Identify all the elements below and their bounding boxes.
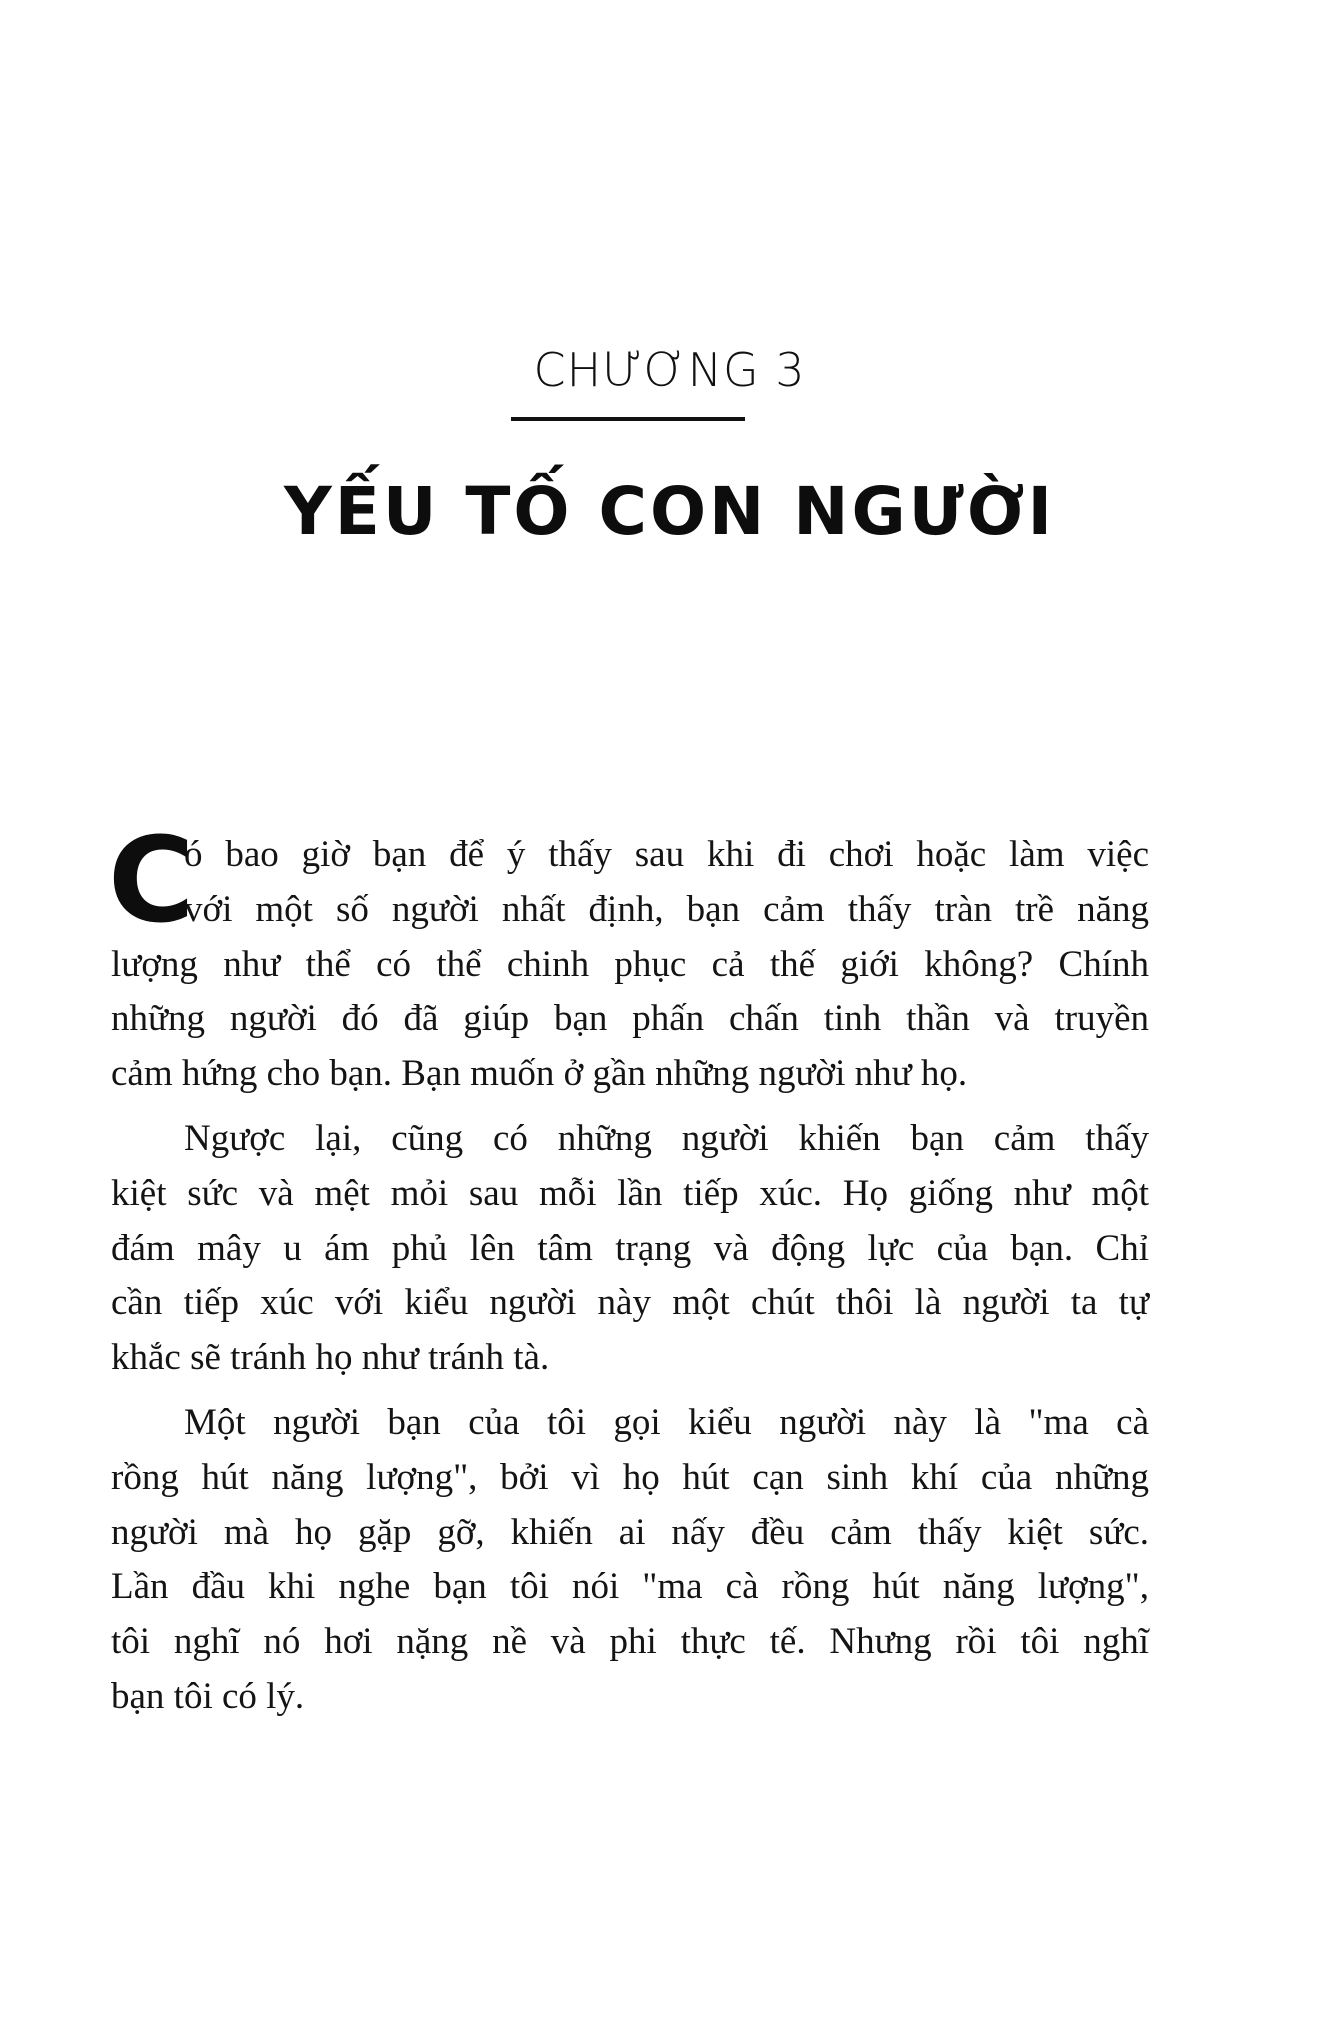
paragraph-1 — [108, 811, 1149, 1102]
text-line: lượng như thể có thể chinh phục cả thế giới không? Chính — [111, 943, 1149, 985]
text-line: ó bao giờ bạn để ý thấy sau khi đi chơi hoặc làm việc — [184, 834, 1149, 875]
chapter-number: CHƯƠNG 3 — [533, 343, 806, 397]
text-line: những người đó đã giúp bạn phấn chấn tinh thần và truyền — [111, 998, 1149, 1040]
paragraph-2 — [111, 1112, 1149, 1386]
chapter-divider — [511, 417, 745, 421]
text-line: Ngược lại, cũng có những người khiến bạn cảm thấy — [184, 1117, 1149, 1159]
text-line: cần tiếp xúc với kiểu người này một chút thôi là người ta tự — [111, 1282, 1149, 1324]
text-line: Lần đầu khi nghe bạn tôi nói "ma cà rồng hút năng lượng", — [111, 1566, 1149, 1608]
drop-cap: C — [108, 811, 195, 949]
paragraph-3 — [111, 1396, 1149, 1725]
text-line: người mà họ gặp gỡ, khiến ai nấy đều cảm thấy kiệt sức. — [111, 1511, 1149, 1553]
chapter-body — [108, 811, 1149, 1735]
text-line: cảm hứng cho bạn. Bạn muốn ở gần những người như họ. — [111, 1053, 968, 1095]
text-line: bạn tôi có lý. — [111, 1675, 305, 1717]
text-line: đám mây u ám phủ lên tâm trạng và động lực của bạn. Chỉ — [111, 1227, 1149, 1269]
text-line: tôi nghĩ nó hơi nặng nề và phi thực tế. Nhưng rồi tôi nghĩ — [111, 1621, 1149, 1663]
text-line: Một người bạn của tôi gọi kiểu người này là "ma cà — [184, 1401, 1149, 1443]
text-line: kiệt sức và mệt mỏi sau mỗi lần tiếp xúc. Họ giống như một — [111, 1172, 1149, 1214]
text-line: khắc sẽ tránh họ như tránh tà. — [111, 1337, 550, 1379]
text-line: với một số người nhất định, bạn cảm thấy tràn trề năng — [184, 888, 1149, 930]
text-line: rồng hút năng lượng", bởi vì họ hút cạn sinh khí của những — [111, 1456, 1149, 1498]
chapter-title: YẾU TỐ CON NGƯỜI — [283, 473, 1056, 550]
